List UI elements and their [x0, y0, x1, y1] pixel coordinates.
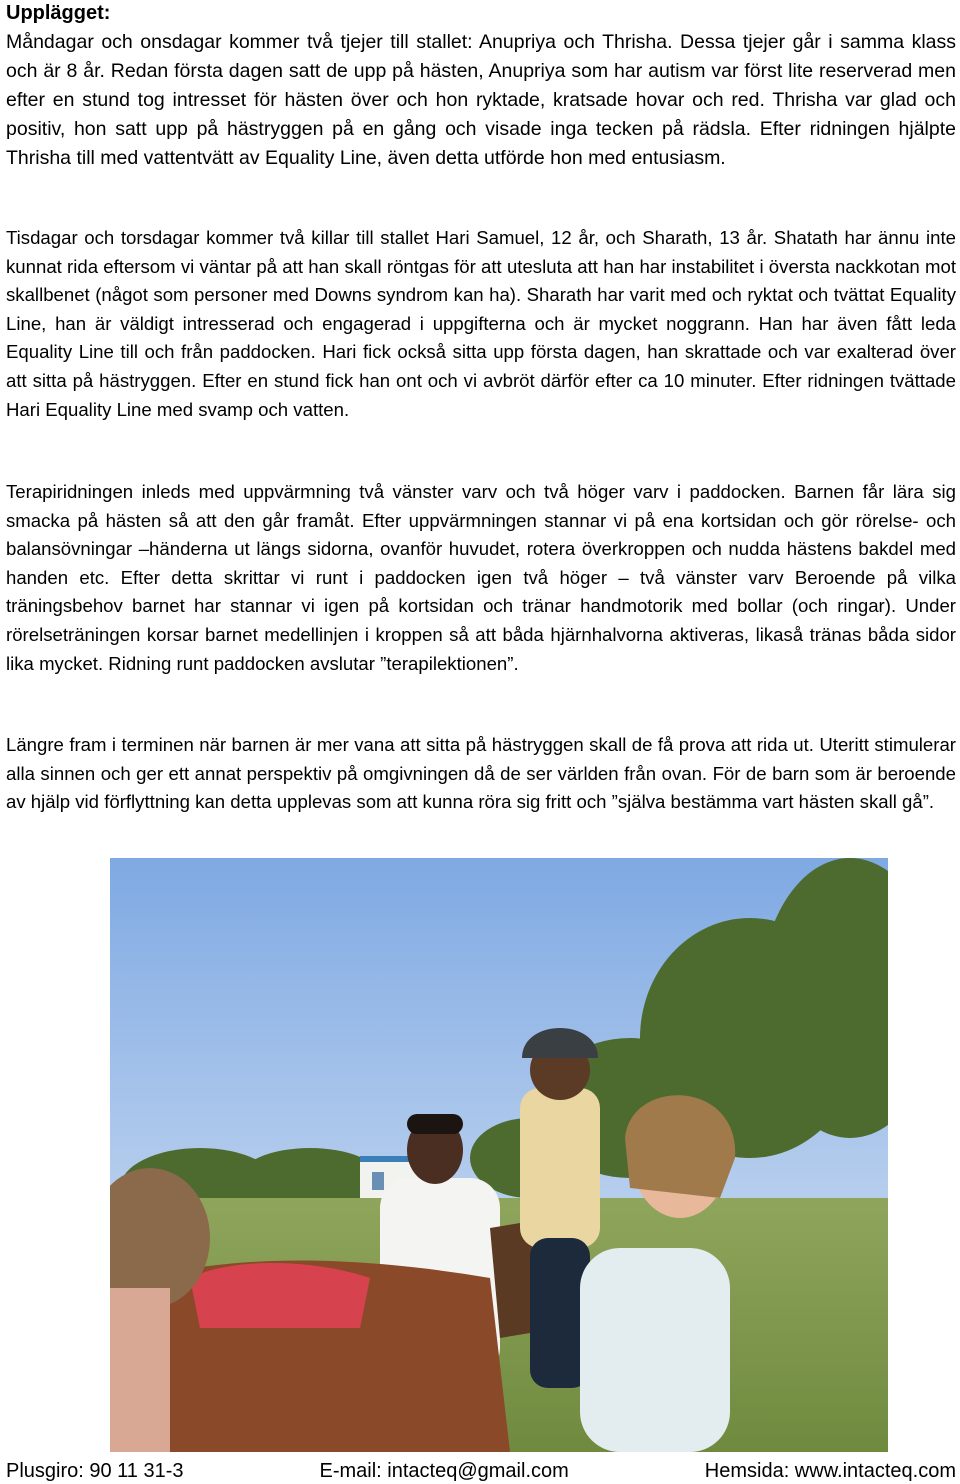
paragraph-girls: Måndagar och onsdagar kommer två tjejer till stallet: Anupriya och Thrisha. Dessa tjejer går i samma klass och är 8 år. Redan första dagen satt de upp på hästen, Anupriya som har autism var först lite reserverad men efter en stund tog intresset för hästen över och hon ryktade, kratsade hovar och red. Thrisha var glad och positiv, hon satt upp på hästryggen på en gång och visade inga tecken på rädsla. Efter ridningen hjälpte Thrisha till med vattentvätt av Equality Line, även detta utförde hon med entusiasm. [6, 31, 956, 169]
paragraph-boys: Tisdagar och torsdagar kommer två killar till stallet Hari Samuel, 12 år, och Sharath, 13 år. Shatath har ännu inte kunnat rida eftersom vi väntar på att han skall röntgas för att utesluta att han har instabilitet i översta nackkotan mot skallbenet (något som personer med Downs syndrom kan ha). Sharath har varit med och ryktat och tvättat Equality Line, han är väldigt intresserad och engagerad i uppgifterna och är mycket noggrann. Han har även fått leda Equality Line till och från paddocken. Hari fick också sitta upp första dagen, han skrattade och var exalterad över att sitta på hästryggen. Efter en stund fick han ont och vi avbröt därför efter ca 10 minuter. Efter ridningen tvättade Hari Equality Line med svamp och vatten. [6, 227, 956, 420]
footer-email[interactable]: E-mail: intacteq@gmail.com [319, 1459, 569, 1482]
footer-plusgiro: Plusgiro: 90 11 31-3 [6, 1459, 184, 1482]
horse-riding-photo [110, 858, 888, 1452]
paragraph-future-plans: Längre fram i terminen när barnen är mer vana att sitta på hästryggen skall de få prova att rida ut. Uteritt stimulerar alla sinnen och ger ett annat perspektiv på omgivningen då de ser världen från ovan. För de barn som är beroende av hjälp vid förflyttning kan detta upplevas som att kunna röra sig fritt och ”själva bestämma vart hästen skall gå”. [6, 734, 956, 813]
paragraph-therapy-session: Terapiridningen inleds med uppvärmning två vänster varv och två höger varv i paddocken. Barnen får lära sig smacka på hästen så att den går framåt. Efter uppvärmningen stannar vi på ena kortsidan och gör rörelse- och balansövningar –händerna ut längs sidorna, ovanför huvudet, rotera överkroppen och nudda hästens bakdel med handen etc. Efter detta skrittar vi runt i paddocken igen två höger – två vänster varv Beroende på vilka träningsbehov barnet har stannar vi igen på kortsidan och tränar handmotorik med bollar (och ringar). Under rörelseträningen korsar barnet medellinjen i kroppen så att båda hjärnhalvorna aktiveras, likaså tränas båda sidor lika mycket. Ridning runt paddocken avslutar ”terapilektionen”. [6, 481, 956, 674]
page-heading: Upplägget: [6, 2, 111, 24]
footer [6, 1458, 956, 1484]
footer-website[interactable]: Hemsida: www.intacteq.com [704, 1459, 956, 1482]
